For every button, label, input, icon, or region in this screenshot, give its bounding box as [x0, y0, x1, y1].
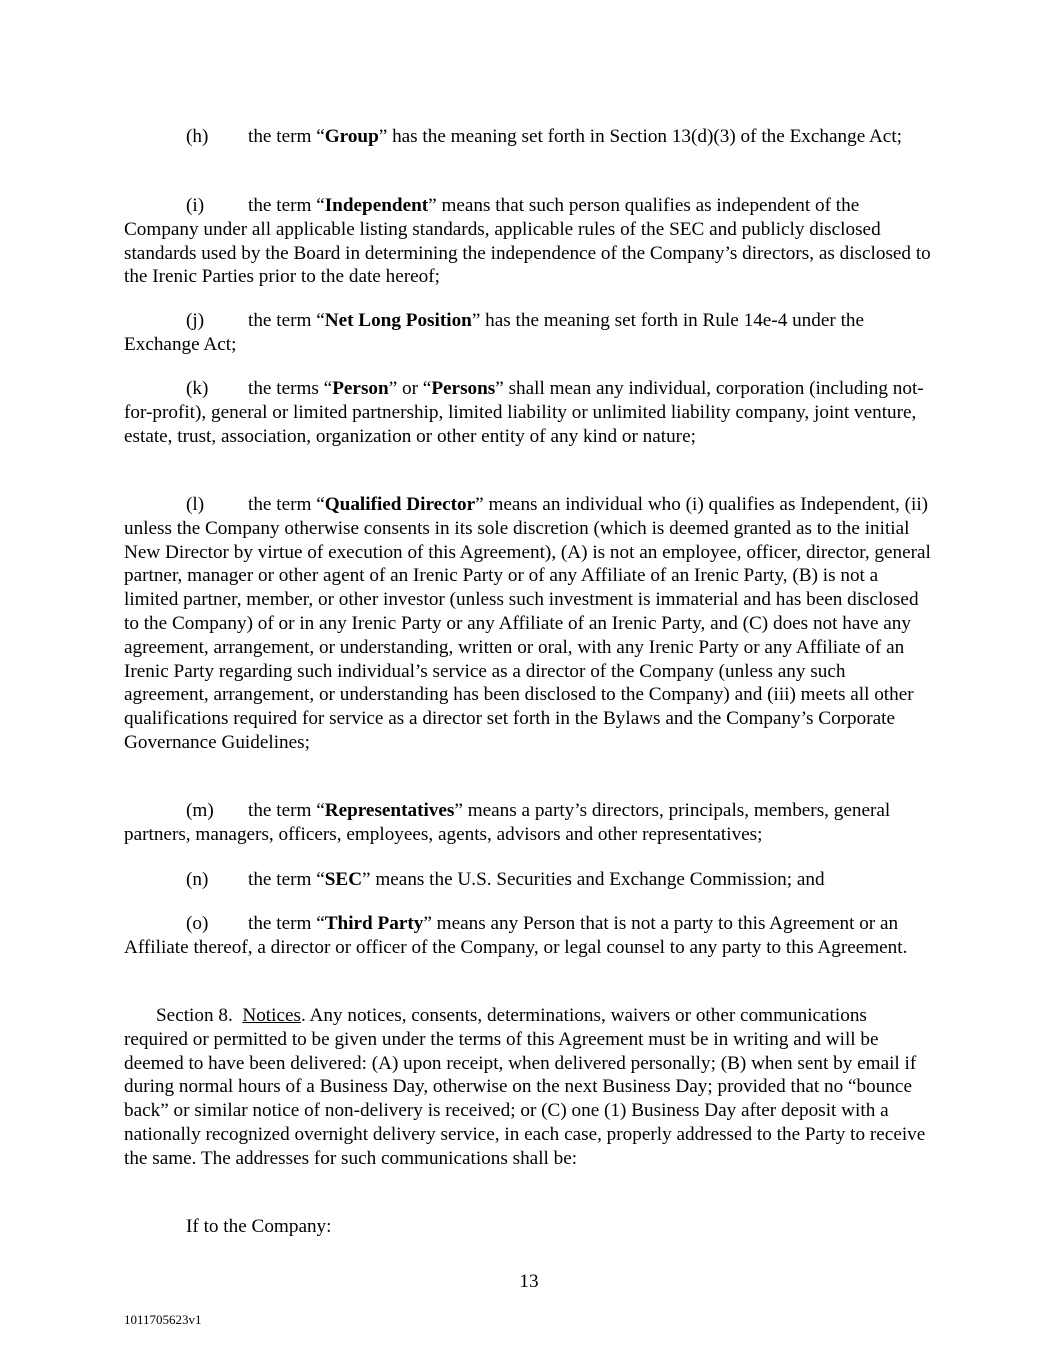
definition-label: (i): [186, 195, 205, 216]
definition-label: (h): [186, 126, 209, 147]
section-8-notices: Section 8. Notices. Any notices, consents, determinations, waivers or other communications required or permitted to be given under the terms of this Agreement must be in writing and will be deemed to have been delivered: (A) upon receipt, when delivered personally; (B) when sent by email if during normal hours of a Business Day, otherwise on the next Business Day; provided that no “bounce back” or similar notice of non-delivery is received; or (C) one (1) Business Day after deposit with a nationally recognized overnight delivery service, in each case, properly addressed to the Party to receive the same. The addresses for such communications shall be:: [124, 1005, 926, 1169]
definition-label: (o): [186, 913, 209, 934]
page-number: 13: [519, 1271, 539, 1292]
if-to-company: If to the Company:: [186, 1216, 332, 1237]
document-id: 1011705623v1: [124, 1312, 202, 1327]
defined-term: Qualified Director: [324, 494, 476, 515]
definition-label: (n): [186, 869, 209, 890]
definition-i: (i) the term “Independent” means that such person qualifies as independent of the Company under all applicable listing standards, applicable rules of the SEC and publicly disclosed standards used by the Board in determining the independence of the Company’s directors, as disclosed to the Irenic Parties prior to the date hereof;: [124, 195, 931, 288]
definition-label: (j): [186, 310, 205, 331]
defined-term: Third Party: [324, 913, 424, 934]
section-number: Section 8.: [156, 1005, 233, 1026]
definition-label: (l): [186, 494, 205, 515]
definition-label: (k): [186, 378, 209, 399]
definition-j: (j) the term “Net Long Position” has the meaning set forth in Rule 14e-4 under the Exchange Act;: [124, 310, 865, 355]
definition-n: (n) the term “SEC” means the U.S. Securities and Exchange Commission; and: [186, 869, 825, 890]
definition-label: (m): [186, 800, 214, 821]
definition-o: (o) the term “Third Party” means any Person that is not a party to this Agreement or an Affiliate thereof, a director or officer of the Company, or legal counsel to any party to this Agreement.: [124, 913, 908, 958]
defined-term: SEC: [324, 869, 363, 890]
defined-term: Person: [332, 378, 389, 399]
defined-term: Persons: [431, 378, 496, 399]
definition-k: (k) the terms “Person” or “Persons” shall mean any individual, corporation (including not-for-profit), general or limited partnership, limited liability or unlimited liability company, joint venture, estate, trust, association, organization or other entity of any kind or nature;: [124, 378, 924, 447]
defined-term: Independent: [324, 195, 429, 216]
defined-term: Group: [324, 126, 379, 147]
definition-m: (m) the term “Representatives” means a party’s directors, principals, members, general partners, managers, officers, employees, agents, advisors and other representatives;: [124, 800, 891, 845]
defined-term: Net Long Position: [324, 310, 472, 331]
definition-h: (h) the term “Group” has the meaning set forth in Section 13(d)(3) of the Exchange Act;: [186, 126, 902, 147]
definition-l: (l) the term “Qualified Director” means an individual who (i) qualifies as Independent, (ii) unless the Company otherwise consents in its sole discretion (which is deemed granted as to the initial New Director by virtue of execution of this Agreement), (A) is not an employee, officer, director, general partner, manager or other agent of an Irenic Party or of any Affiliate of an Irenic Party, (B) is not a limited partner, member, or other investor (unless such investment is immaterial and has been disclosed to the Company) of or in any Irenic Party or any Affiliate of an Irenic Party, and (C) does not have any agreement, arrangement, or understanding, written or oral, with any Irenic Party or any Affiliate of an Irenic Party regarding such individual’s service as a director of the Company (unless any such agreement, arrangement, or understanding has been disclosed to the Company) and (iii) meets all other qualifications required for service as a director set forth in the Bylaws and the Company’s Corporate Governance Guidelines;: [124, 494, 931, 753]
section-heading: Notices: [242, 1005, 301, 1026]
defined-term: Representatives: [324, 800, 455, 821]
